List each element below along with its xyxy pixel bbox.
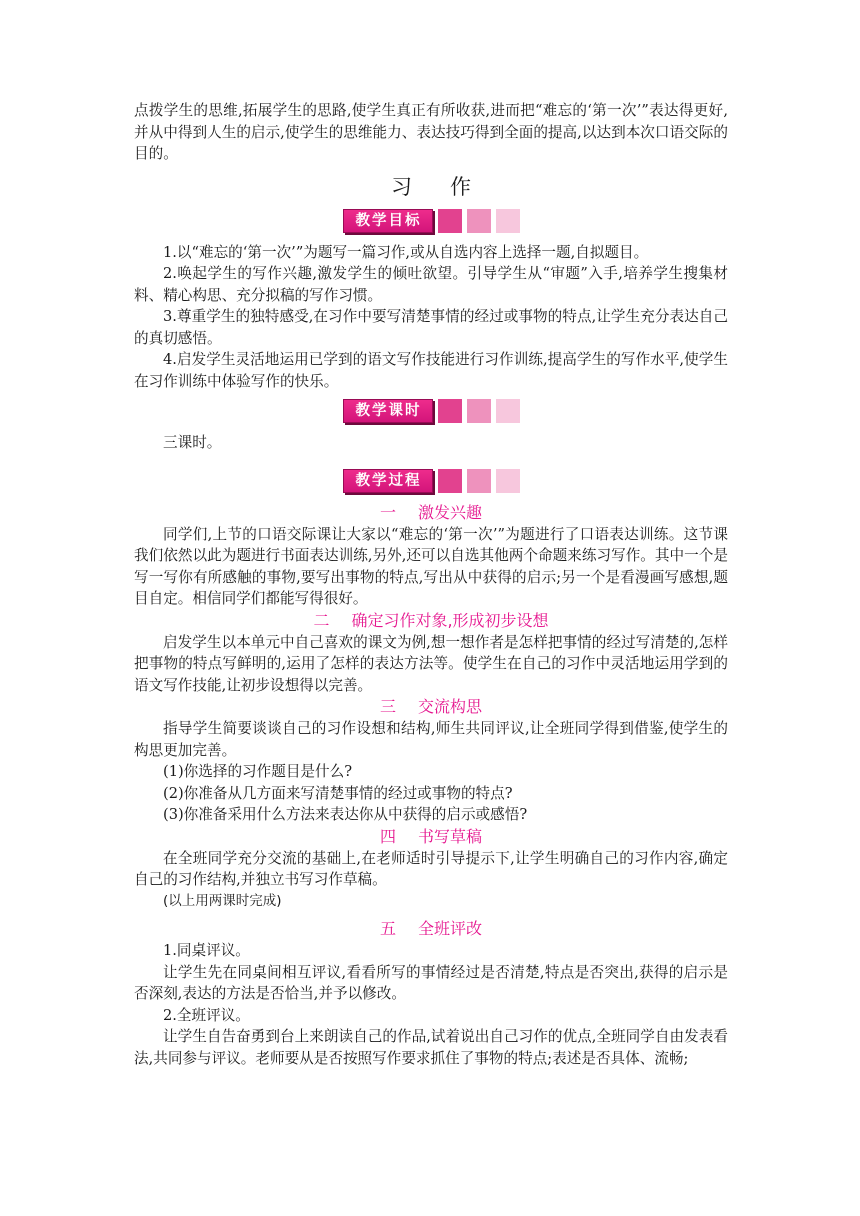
section-number: 三 [379,697,396,716]
process-header [134,466,728,496]
section-title: 习作 [391,174,509,199]
question-item-2: (2)你准备从几方面来写清楚事情的经过或事物的特点? [163,784,513,802]
process-badge: 教学过程 [343,469,433,493]
section-number: 四 [379,826,396,846]
section-number: 五 [379,919,396,938]
section-5-item-1: 1.同桌评议。 [163,942,250,959]
section-heading-text: 交流构思 [418,697,483,716]
objective-item-1: 1.以“难忘的‘第一次’”为题写一篇习作,或从自选内容上选择一题,自拟题目。 [163,243,649,261]
section-3-paragraph: 指导学生简要谈谈自己的习作设想和结构,师生共同评议,让全班同学得到借鉴,使学生的构思更加完善。 [134,720,728,759]
section-5-paragraph-2: 让学生自告奋勇到台上来朗读自己的作品,试着说出自己习作的优点,全班同学自由发表看法,共同参与评议。老师要从是否按照写作要求抓住了事物的特点;表述是否具体、流畅; [134,1028,728,1067]
period-note: (以上用两课时完成) [163,892,282,909]
objectives-header [134,206,728,236]
section-5-paragraph-1: 让学生先在同桌间相互评议,看看所写的事情经过是否清楚,特点是否突出,获得的启示是否深刻,表达的方法是否恰当,并予以修改。 [134,963,728,1002]
section-heading-5 [134,918,728,940]
decor-square-dark [438,469,462,493]
decor-square-dark [438,399,462,423]
objectives-badge: 教学目标 [343,209,433,233]
periods-text: 三课时。 [163,434,222,451]
objective-item-3: 3.尊重学生的独特感受,在习作中要写清楚事情的经过或事物的特点,让学生充分表达自己的真切感悟。 [134,308,728,347]
section-number: 一 [379,502,396,522]
periods-header [134,396,728,426]
decor-square-dark [438,209,462,233]
intro-paragraph: 点拨学生的思维,拓展学生的思路,使学生真正有所收获,进而把“难忘的‘第一次’”表达得更好,并从中得到人生的启示,使学生的思维能力、表达技巧得到全面的提高,以达到本次口语交际的目的。 [134,102,728,162]
periods-badge: 教学课时 [343,399,433,423]
question-item-1: (1)你选择的习作题目是什么? [163,763,353,780]
section-heading-text: 确定习作对象,形成初步设想 [351,610,549,630]
section-heading-1 [134,502,728,524]
section-1-paragraph: 同学们,上节的口语交际课让大家以“难忘的‘第一次’”为题进行了口语表达训练。这节课我们依然以此为题进行书面表达训练,另外,还可以自选其他两个命题来练习写作。其中一个是写一写你有所感触的事物,要写出事物的特点,写出从中获得的启示;另一个是看漫画写感想,题目自定。相信同学们都能写得很好。 [134,525,728,607]
section-5-item-2: 2.全班评议。 [163,1006,250,1024]
section-heading-text: 全班评改 [418,919,483,938]
objective-item-2: 2.唤起学生的写作兴趣,激发学生的倾吐欲望。引导学生从“审题”入手,培养学生搜集材料、精心构思、充分拟稿的写作习惯。 [134,265,728,304]
section-2-paragraph: 启发学生以本单元中自己喜欢的课文为例,想一想作者是怎样把事情的经过写清楚的,怎样把事物的特点写鲜明的,运用了怎样的表达方法等。使学生在自己的习作中灵活地运用学到的语文写作技能,让初步设想得以完善。 [134,633,728,694]
decor-square-light [496,399,520,423]
section-heading-text: 书写草稿 [418,826,483,846]
section-heading-2 [134,610,728,632]
section-heading-text: 激发兴趣 [418,502,483,522]
decor-square-mid [467,399,491,423]
objective-item-4: 4.启发学生灵活地运用已学到的语文写作技能进行习作训练,提高学生的写作水平,使学生在习作训练中体验写作的快乐。 [134,351,728,390]
decor-square-mid [467,469,491,493]
question-item-3: (3)你准备采用什么方法来表达你从中获得的启示或感悟? [163,806,528,823]
page-content [134,100,728,1069]
section-heading-3 [134,696,728,718]
decor-square-light [496,469,520,493]
decor-square-light [496,209,520,233]
decor-square-mid [467,209,491,233]
section-number: 二 [313,610,330,630]
section-4-paragraph: 在全班同学充分交流的基础上,在老师适时引导提示下,让学生明确自己的习作内容,确定自己的习作结构,并独立书写习作草稿。 [134,849,728,888]
section-heading-4 [134,826,728,848]
